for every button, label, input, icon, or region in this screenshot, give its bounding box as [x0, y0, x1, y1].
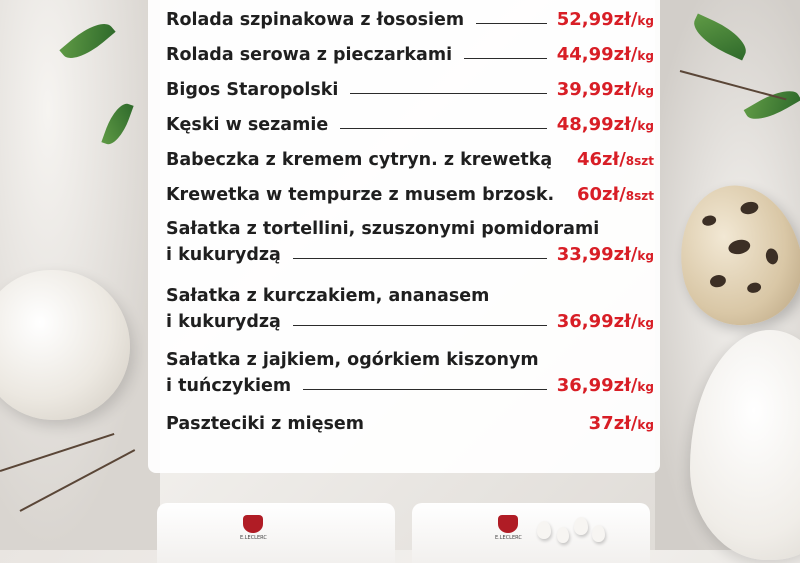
item-price: 46zł/8szt [577, 149, 654, 170]
item-name: i tuńczykiem [166, 376, 292, 396]
item-name: Babeczka z kremem cytryn. z krewetką [166, 150, 553, 170]
price-unit: kg [637, 380, 654, 394]
item-name-line1: Sałatka z jajkiem, ogórkiem kiszonym [166, 350, 539, 370]
item-name: Kęski w sezamie [166, 115, 329, 135]
logo-text: E.LECLERC [240, 535, 267, 541]
menu-item [166, 217, 654, 265]
leader-line [303, 389, 547, 390]
leclerc-logo [243, 515, 263, 533]
small-egg [537, 521, 551, 539]
menu-item [166, 146, 654, 170]
item-name-line1: Sałatka z tortellini, szuszonymi pomidorami [166, 219, 600, 239]
item-price: 36,99zł/kg [556, 375, 654, 396]
menu-item [166, 41, 654, 65]
item-price: 36,99zł/kg [556, 311, 654, 332]
leader-line [476, 23, 547, 24]
menu-item [166, 111, 654, 135]
small-egg [557, 527, 569, 543]
item-price: 60zł/8szt [577, 184, 654, 205]
price-unit: kg [637, 418, 654, 432]
price-unit: kg [637, 84, 654, 98]
price-unit: kg [637, 14, 654, 28]
leclerc-logo [498, 515, 518, 533]
price-unit: 8szt [625, 154, 654, 168]
leader-line [464, 58, 547, 59]
item-name: Krewetka w tempurze z musem brzosk. [166, 185, 555, 205]
price-unit: 8szt [625, 189, 654, 203]
item-price: 48,99zł/kg [556, 114, 654, 135]
item-price: 52,99zł/kg [556, 9, 654, 30]
menu-item [166, 284, 654, 332]
promo-card-left[interactable] [157, 503, 395, 563]
item-name: Rolada serowa z pieczarkami [166, 45, 453, 65]
leader-line [350, 93, 546, 94]
item-name: Rolada szpinakowa z łososiem [166, 10, 465, 30]
logo-text: E.LECLERC [495, 535, 522, 541]
small-egg [574, 517, 588, 535]
promo-card-right[interactable] [412, 503, 650, 563]
small-egg [592, 525, 605, 542]
price-unit: kg [637, 119, 654, 133]
menu-item [166, 181, 654, 205]
item-price: 39,99zł/kg [556, 79, 654, 100]
leader-line [340, 128, 547, 129]
leader-line [293, 258, 547, 259]
menu-item [166, 348, 654, 396]
price-unit: kg [637, 49, 654, 63]
item-price: 44,99zł/kg [556, 44, 654, 65]
item-name-line1: Sałatka z kurczakiem, ananasem [166, 286, 490, 306]
leader-line [293, 325, 547, 326]
menu-item [166, 410, 654, 434]
item-name: i kukurydzą [166, 312, 281, 332]
item-name: Bigos Staropolski [166, 80, 339, 100]
item-name: Paszteciki z mięsem [166, 414, 365, 434]
menu-item [166, 76, 654, 100]
item-name: i kukurydzą [166, 245, 281, 265]
item-price: 37zł/kg [588, 413, 654, 434]
price-unit: kg [637, 249, 654, 263]
menu-item [166, 6, 654, 30]
item-price: 33,99zł/kg [556, 244, 654, 265]
price-unit: kg [637, 316, 654, 330]
